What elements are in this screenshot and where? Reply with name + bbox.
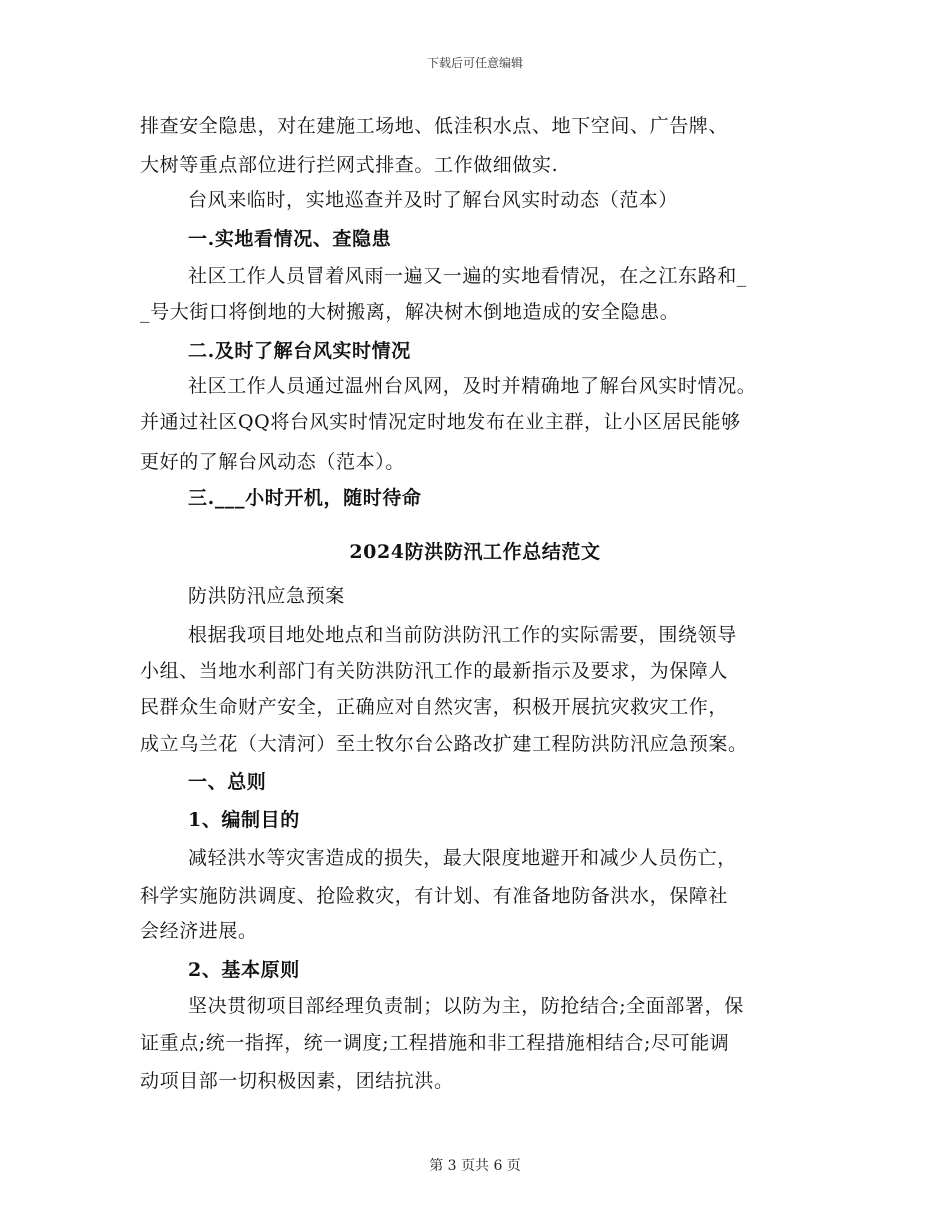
- body-line: 民群众生命财产安全，正确应对自然灾害，积极开展抗灾救灾工作，: [140, 696, 729, 718]
- body-line: 坚决贯彻项目部经理负责制；以防为主，防抢结合;全面部署，保: [188, 995, 744, 1017]
- section-heading: 二.及时了解台风实时情况: [188, 340, 411, 362]
- section-heading: 三.___小时开机，随时待命: [188, 487, 422, 509]
- section-heading: 一.实地看情况、查隐患: [188, 228, 392, 250]
- section-heading: 2、基本原则: [188, 959, 300, 981]
- page-header: 下载后可任意编辑: [426, 56, 523, 70]
- body-line: 成立乌兰花（大清河）至土牧尔台公路改扩建工程防洪防汛应急预案。: [140, 733, 748, 755]
- section-heading: 1、编制目的: [188, 809, 300, 831]
- body-line: 证重点;统一指挥，统一调度;工程措施和非工程措施相结合;尽可能调: [140, 1032, 730, 1054]
- body-line: 动项目部一切积极因素，团结抗洪。: [140, 1070, 454, 1092]
- page-footer: 第 3 页共 6 页: [429, 1158, 521, 1174]
- body-line: 科学实施防洪调度、抢险救灾，有计划、有准备地防备洪水，保障社: [140, 885, 729, 907]
- body-line: 社区工作人员通过温州台风网，及时并精确地了解台风实时情况。: [188, 375, 757, 397]
- body-line: 减轻洪水等灾害造成的损失，最大限度地避开和减少人员伤亡，: [188, 847, 737, 869]
- body-line: 并通过社区QQ将台风实时情况定时地发布在业主群，让小区居民能够: [140, 411, 741, 433]
- document-title: 2024防洪防汛工作总结范文: [349, 541, 601, 563]
- body-line: 根据我项目地处地点和当前防洪防汛工作的实际需要，围绕领导: [188, 624, 737, 646]
- body-line: 会经济进展。: [140, 920, 258, 942]
- section-heading: 一、总则: [188, 771, 267, 793]
- body-line: _号大街口将倒地的大树搬离，解决树木倒地造成的安全隐患。: [140, 301, 680, 323]
- body-line: 大树等重点部位进行拦网式排查。工作做细做实.: [140, 154, 559, 176]
- body-line: 更好的了解台风动态（范本）。: [140, 451, 405, 473]
- body-line: 台风来临时，实地巡查并及时了解台风实时动态（范本）: [188, 189, 679, 211]
- body-line: 社区工作人员冒着风雨一遍又一遍的实地看情况，在之江东路和_: [188, 265, 747, 287]
- body-line: 小组、当地水利部门有关防洪防汛工作的最新指示及要求，为保障人: [140, 660, 729, 682]
- body-line: 防洪防汛应急预案: [188, 585, 345, 607]
- body-line: 排查安全隐患，对在建施工场地、低洼积水点、地下空间、广告牌、: [140, 115, 729, 137]
